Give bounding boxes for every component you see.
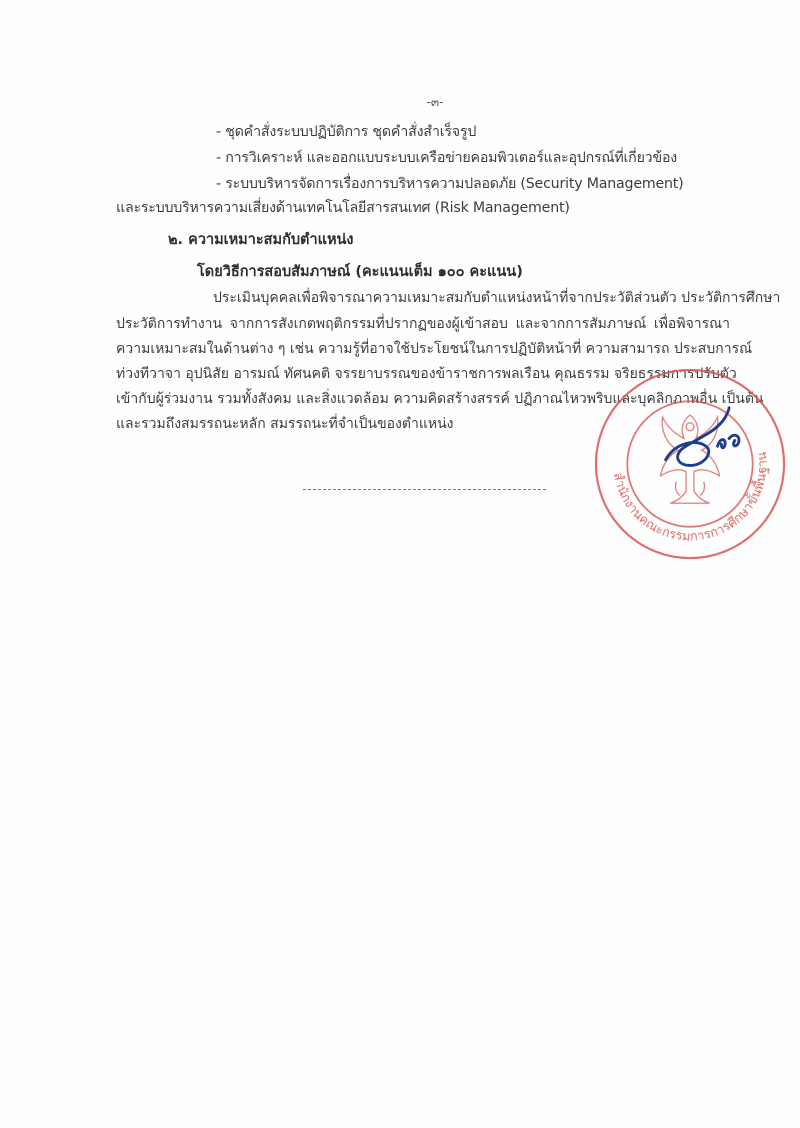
page-number: -๓- [426, 95, 444, 109]
bullet-item: - ระบบบริหารจัดการเรื่องการบริหารความปลอดภัย (Security Management) [216, 176, 684, 192]
paragraph-line: เข้ากับผู้ร่วมงาน รวมทั้งสังคม และสิ่งแวดล้อม ความคิดสร้างสรรค์ ปฏิภาณไหวพริบและบุคลิกภาพอื่น เป็นต้น [116, 391, 764, 407]
paragraph-line: ประเมินบุคคลเพื่อพิจารณาความเหมาะสมกับตำแหน่งหน้าที่จากประวัติส่วนตัว ประวัติการศึกษา [213, 290, 781, 306]
bullet-continuation: และระบบบริหารความเสี่ยงด้านเทคโนโลยีสารสนเทศ (Risk Management) [116, 200, 570, 216]
bullet-item: - การวิเคราะห์ และออกแบบระบบเครือข่ายคอมพิวเตอร์และอุปกรณ์ที่เกี่ยวข้อง [216, 150, 678, 166]
method-subheading: โดยวิธีการสอบสัมภาษณ์ (คะแนนเต็ม ๑๐๐ คะแนน) [197, 264, 523, 280]
paragraph-line: ความเหมาะสมในด้านต่าง ๆ เช่น ความรู้ที่อาจใช้ประโยชน์ในการปฏิบัติหน้าที่ ความสามารถ ประสบการณ์ [116, 341, 753, 357]
paragraph-line: และรวมถึงสมรรถนะหลัก สมรรถนะที่จำเป็นของตำแหน่ง [116, 416, 454, 432]
section-heading: ๒. ความเหมาะสมกับตำแหน่ง [168, 232, 354, 248]
bullet-item: - ชุดคำสั่งระบบปฏิบัติการ ชุดคำสั่งสำเร็จรูป [216, 124, 477, 140]
dashed-divider [303, 489, 546, 490]
paragraph-line: ประวัติการทำงาน จากการสังเกตพฤติกรรมที่ปรากฏของผู้เข้าสอบ และจากการสัมภาษณ์ เพื่อพิจารณา [116, 316, 730, 332]
stamp-text: สำนักงานคณะกรรมการการศึกษาขั้นพื้นฐาน [609, 451, 771, 545]
signature-icon [658, 404, 754, 476]
paragraph-line: ท่วงทีวาจา อุปนิสัย อารมณ์ ทัศนคติ จรรยาบรรณของข้าราชการพลเรือน คุณธรรม จริยธรรมการปรับตัว [116, 366, 737, 382]
